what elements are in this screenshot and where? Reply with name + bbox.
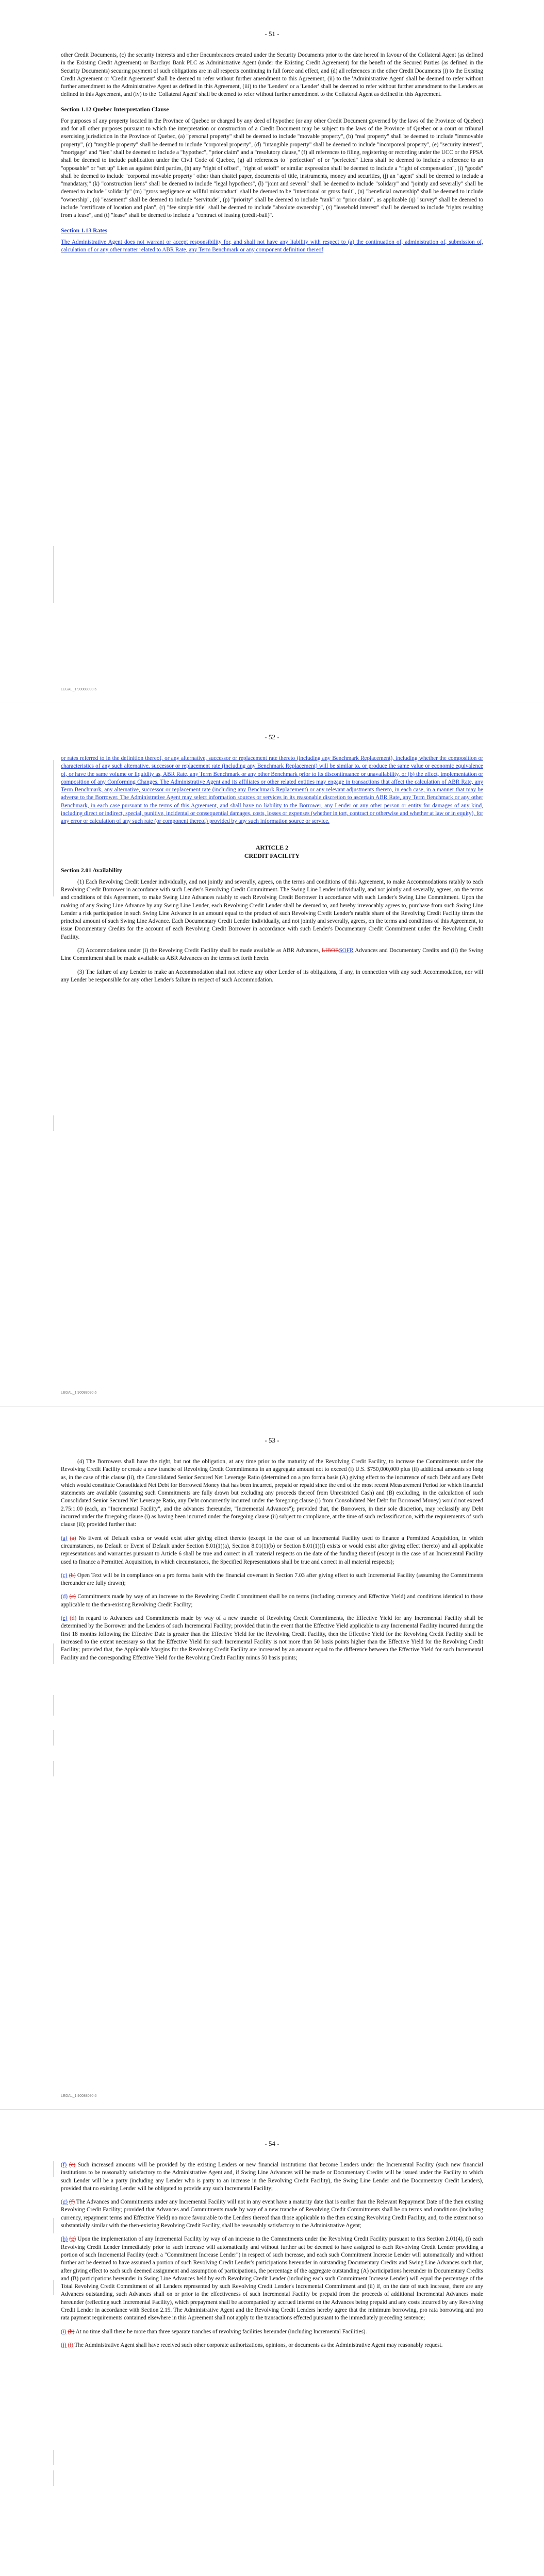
article-title: CREDIT FACILITY bbox=[244, 852, 300, 859]
article-heading bbox=[61, 843, 483, 860]
inserted-text: (h) bbox=[61, 2236, 68, 2243]
deleted-text: (c) bbox=[69, 1594, 76, 1600]
text: No Event of Default exists or would exist after giving effect thereto (except in the case of an Incremental Facility used to finance a Permitted Acquisition, in which circumstances, no Default or Event of Default under Section 8.01(1)(a), Section 8.01(1)(b) or Section 8.01(1)(f) exists or would exist after giving effect thereto) and all applicable representations and warranties pursuant to Article 6 shall be true and correct in all material respects on the date of the funding thereof (except in the case of an Incremental Facility used to finance a Permitted Acquisition, in which circumstances, the Specified Representations shall be true and correct in all material respects); bbox=[61, 1535, 484, 1565]
inserted-text: (e) bbox=[61, 1615, 68, 1622]
page-number: - 52 - bbox=[265, 733, 279, 741]
page-52 bbox=[0, 703, 544, 1406]
inserted-text: SOFR bbox=[339, 947, 354, 954]
deleted-text: (h) bbox=[68, 2328, 75, 2335]
section-heading-1-13: Section 1.13 Rates bbox=[61, 227, 107, 234]
page-51 bbox=[0, 0, 544, 703]
article-number: ARTICLE 2 bbox=[255, 843, 289, 851]
document-footer: LEGAL_1:90088090.6 bbox=[61, 688, 97, 691]
deleted-text: (a) bbox=[70, 1535, 76, 1541]
deleted-text: (e) bbox=[69, 2162, 76, 2168]
inserted-paragraph: The Administrative Agent does not warrant or accept responsibility for, and shall not have any liability with respect to (a) the continuation of, administration of, submission of, calculation of or any other matter related to ABR Rate, any Term Benchmark or any component definition thereof bbox=[61, 239, 483, 253]
list-item bbox=[61, 2235, 483, 2322]
list-item bbox=[61, 1535, 483, 1566]
text: (2) Accommodations under (i) the Revolving Credit Facility shall be made available as ABR Advances, bbox=[77, 947, 322, 954]
list-item bbox=[61, 2161, 483, 2193]
paragraph-amended bbox=[61, 947, 483, 963]
deleted-text: (g) bbox=[69, 2236, 76, 2243]
deleted-text: LIBOR bbox=[321, 947, 339, 954]
text: At no time shall there be more than three separate tranches of revolving facilities hereunder (including Incremental Facilities). bbox=[74, 2328, 367, 2335]
text: Commitments made by way of an increase to the Revolving Credit Commitment shall be on terms (including currency and Effective Yield) and conditions identical to those applicable to the then-existing Revolving Credit Facility; bbox=[61, 1594, 484, 1608]
list-item bbox=[61, 1615, 483, 1662]
deleted-text: (i) bbox=[68, 2342, 73, 2348]
text: The Administrative Agent shall have received such other corporate authorizations, opinions, or documents as the Administrative Agent may reasonably request. bbox=[73, 2342, 443, 2348]
text: The Advances and Commitments under any Incremental Facility will not in any event have a maturity date that is earlier than the Relevant Repayment Date of the then existing Revolving Credit Facility; provided that Advances and Commitments made by way of a new tranche of Revolving Credit Commitments shall be on terms and conditions (including currency, repayment terms and Effective Yield) no more favourable to the Lenders thereof than those applicable to the then existing Revolving Credit Facility, and, to the extent not so substantially similar with the then-existing Revolving Credit Facility, shall be reasonably satisfactory to the Administrative Agent; bbox=[61, 2199, 483, 2229]
list-item bbox=[61, 2342, 483, 2349]
inserted-text: (i) bbox=[61, 2328, 67, 2335]
page-53 bbox=[0, 1406, 544, 2110]
page-number: - 51 - bbox=[265, 30, 279, 38]
inserted-text: (d) bbox=[61, 1594, 68, 1600]
paragraph: (4) The Borrowers shall have the right, but not the obligation, at any time prior to the maturity of the Revolving Credit Facility, to increase the Commitments under the Revolving Credit Facility or create a new tranche of Revolving Credit Commitments in an aggregate amount not to exceed (i) U.S. $750,000,000 plus (ii) additional amounts so long as, in the case of this clause (ii), the Consolidated Senior Secured Net Leverage Ratio (determined on a pro forma basis (A) giving effect to the incurrence of such Debt and any Debt which would constitute Consolidated Net Debt for Borrowed Money that has been incurred, prepaid or repaid since the end of the most recent Measurement Period for which financial statements are available (assuming such Commitments are fully drawn but excluding any proceeds thereof from Unrestricted Cash) and (B) excluding, in the calculation of such Consolidated Senior Secured Net Leverage Ratio, any Debt concurrently incurred under the foregoing clause (i) from Consolidated Net Debt for Borrowed Money) would not exceed 2.75:1.00 (each, an "Incremental Facility", and the advances thereunder, "Incremental Advances"); provided that, the Borrowers, in their sole discretion, may reclassify any Debt incurred under the foregoing clause (i) as having been incurred under the foregoing clause (ii) subject to compliance, at the time of such reclassification, with the requirements of such clause (ii); provided further that: bbox=[61, 1459, 483, 1528]
paragraph: For purposes of any property located in the Province of Quebec or charged by any deed of hypothec (or any other Credit Document governed by the laws of the Province of Quebec) and for all other purposes pursuant to which the interpretation or construction of a Credit Document may be subject to the laws of the Province of Quebec or a court or tribunal exercising jurisdiction in the Province of Quebec, (a) "personal property" shall be deemed to include "movable property", (b) "real property" shall be deemed to include "immovable property", (c) "tangible property" shall be deemed to include "corporeal property", (d) "intangible property" shall be deemed to include "incorporeal property", (e) "security interest", "mortgage" and "lien" shall be deemed to include a "hypothec", "prior claim" and a "resolutory clause," (f) all references to filing, registering or recording under the UCC or the PPSA shall be deemed to include publication under the Civil Code of Quebec, (g) all references to "perfection" of or "perfected" Liens shall be deemed to include a reference to an "opposable" or "set up" Lien as against third parties, (h) any "right of offset", "right of setoff" or similar expression shall be deemed to include a "right of compensation", (i) "goods" shall be deemed to include "corporeal movable property" other than chattel paper, documents of title, instruments, money and securities, (j) an "agent" shall be deemed to include a "mandatary," (k) "construction liens" shall be deemed to include "legal hypothecs", (l) "joint and several" shall be deemed to include "solidary" and "jointly and severally" shall be deemed to include "solidarily" (m) "gross negligence or willful misconduct" shall be deemed to be "intentional or gross fault", (n) "beneficial ownership" shall be deemed to include "ownership", (o) "easement" shall be deemed to include "servitude", (p) "priority" shall be deemed to include "rank" or "prior claim", as applicable (q) "survey" shall be deemed to include "certificate of location and plan", (r) "fee simple title" shall be deemed to include "absolute ownership", (s) "leasehold interest" shall be deemed to include "rights resulting from a lease", and (t) "lease" shall be deemed to include a "contract of leasing (crédit-bail)". bbox=[61, 117, 483, 219]
section-heading-1-12: Section 1.12 Quebec Interpretation Clause bbox=[61, 106, 169, 113]
inserted-text: (c) bbox=[61, 1572, 68, 1579]
paragraph: (3) The failure of any Lender to make an Accommodation shall not relieve any other Lender of its obligations, if any, in connection with any such Accommodation, nor will any Lender be responsible for any other Lender's failure in respect of such Accommodation. bbox=[61, 969, 483, 983]
text: Such increased amounts will be provided by the existing Lenders or new financial institutions that become Lenders under the Incremental Facility (such new financial institutions to be reasonably satisfactory to the Administrative Agent and, if Swing Line Advances will be made or Documentary Credits will be issued under the Facility to which such Lender will be a party (including any Lender who is party to an increase in the Revolving Credit Facility), the Swing Line Lender and the Documentary Credit Lenders), provided that no existing Lender will be obligated to provide any such Incremental Facility; bbox=[61, 2162, 484, 2192]
text: Advances and Documentary Credits and (ii) the Swing Line Commitment shall be made available as ABR Advances on the terms set forth herein. bbox=[61, 947, 483, 962]
document-footer: LEGAL_1:90088090.6 bbox=[61, 2094, 97, 2098]
list-item bbox=[61, 2328, 483, 2336]
text: In regard to Advances and Commitments made by way of a new tranche of Revolving Credit Commitments, the Effective Yield for any Incremental Facility shall be determined by the Borrower and the Lenders of such Incremental Facility; provided that in the event that the Effective Yield applicable to any Incremental Facility incurred during the first 18 months following the Effective Date is greater than the Effective Yield for the Revolving Credit Facility, then the Effective Yield for the Revolving Credit Facility shall be increased to the extent necessary so that the Effective Yield for such Incremental Facility is not more than 50 basis points higher than the Effective Yield for the Revolving Credit Facility; provided that, the Applicable Margins for the Revolving Credit Facility are increased by an amount equal to the difference between the Effective Yield for such Incremental Facility and the corresponding Effective Yield for the Revolving Credit Facility minus 50 basis points; bbox=[61, 1615, 484, 1661]
text: Open Text will be in compliance on a pro forma basis with the financial covenant in Section 7.03 after giving effect to such Incremental Facility (assuming the Commitments thereunder are fully drawn); bbox=[61, 1572, 483, 1587]
inserted-text: (f) bbox=[61, 2162, 67, 2168]
deleted-text: (d) bbox=[70, 1615, 77, 1622]
inserted-text: (a) bbox=[61, 1535, 68, 1541]
page-number: - 54 - bbox=[265, 2140, 279, 2147]
paragraph: other Credit Documents, (c) the security interests and other Encumbrances created under the Security Documents prior to the date hereof in favour of the Collateral Agent (as defined in the Existing Credit Agreement) or Barclays Bank PLC as Administrative Agent (under the Existing Credit Agreement) for the benefit of the Secured Parties (as defined in the Security Documents) securing payment of such obligations are in all respects continuing in full force and effect, and (d) all references in the other Credit Documents (i) to the Existing Credit Agreement or 'Credit Agreement' shall be deemed to refer without further amendment to this Agreement, (ii) to the 'Administrative Agent' shall be deemed to refer without further amendment to the Administrative Agent as defined in this Agreement, (iii) to the 'Lenders' or a 'Lender' shall be deemed to refer without further amendment to the Lenders as defined in this Agreement, and (iv) to the 'Collateral Agent' shall be deemed to refer without further amendment to the Collateral Agent as defined in this Agreement. bbox=[61, 52, 483, 98]
paragraph: (1) Each Revolving Credit Lender individually, and not jointly and severally, agrees, on the terms and conditions of this Agreement, to make Accommodations ratably to each Revolving Credit Borrower in accordance with such Lender's Revolving Credit Commitment. The Swing Line Lender individually, and not jointly and severally, agrees, on the terms and conditions of this Agreement, to make Swing Line Advances ratably to each Revolving Credit Borrower in accordance with such Lender's Swing Line Commitment. Upon the making of any Swing Line Advance by any Swing Line Lender, each Revolving Credit Lender shall be deemed to, and hereby irrevocably agrees to, purchase from such Swing Line Lender a risk participation in such Swing Line Advance in an amount equal to the product of such Revolving Credit Lender's ratable share of the Revolving Credit Facility times the principal amount of such Swing Line Advance. Each Documentary Credit Lender individually, and not jointly and severally, agrees, on the terms and conditions of this Agreement, to issue Documentary Credits for the account of each Revolving Credit Borrower in accordance with such Lender's Documentary Credit Commitment under the Revolving Credit Facility. bbox=[61, 878, 483, 940]
deleted-text: (f) bbox=[69, 2199, 75, 2206]
document-footer: LEGAL_1:90088090.6 bbox=[61, 1391, 97, 1395]
page-54 bbox=[0, 2110, 544, 2576]
inserted-paragraph: or rates referred to in the definition thereof, or any alternative, successor or replacement rate thereto (including any Benchmark Replacement), including whether the composition or characteristics of any such alternative, successor or replacement rate (including any Benchmark Replacement) will be similar to, or produce the same value or economic equivalence of, or have the same volume or liquidity as, ABR Rate, any Term Benchmark or any other Benchmark prior to its discontinuance or unavailability, or (b) the effect, implementation or composition of any Conforming Changes. The Administrative Agent and its affiliates or other related entities may engage in transactions that affect the calculation of ABR Rate, any Term Benchmark, any alternative, successor or replacement rate (including any Benchmark Replacement) or any relevant adjustments thereto, in each case, in a manner that may be adverse to the Borrower. The Administrative Agent may select information sources or services in its reasonable discretion to ascertain ABR Rate, any Term Benchmark or any other Benchmark, in each case pursuant to the terms of this Agreement, and shall have no liability to the Borrower, any Lender or any other person or entity for damages of any kind, including direct or indirect, special, punitive, incidental or consequential damages, costs, losses or expenses (whether in tort, contract or otherwise and whether at law or in equity), for any error or calculation of any such rate (or component thereof) provided by any such information source or service. bbox=[61, 755, 483, 825]
list-item bbox=[61, 1572, 483, 1588]
list-item bbox=[61, 2198, 483, 2230]
inserted-text: (j) bbox=[61, 2342, 67, 2348]
section-heading-2-01: Section 2.01 Availability bbox=[61, 867, 122, 874]
text: Upon the implementation of any Incremental Facility by way of an increase to the Commitments under the Revolving Credit Facility pursuant to this Section 2.01(4), (i) each Revolving Credit Lender immediately prior to such increase will automatically and without further act be deemed to have assigned to each Revolving Credit Lender providing a portion of such Incremental Facility (each a "Commitment Increase Lender") in respect of such increase, and each such Commitment Increase Lender will automatically and without further act be deemed to have assumed a portion of such Revolving Credit Lender's participations hereunder in outstanding Documentary Credits and Swing Line Advances such that, after giving effect to each such deemed assignment and assumption of participations, the percentage of the aggregate outstanding (A) participations hereunder in Documentary Credits and (B) participations hereunder in Swing Line Advances held by each Revolving Credit Lender (including each such Commitment Increase Lender) will equal the percentage of the Total Revolving Credit Commitment of all Lenders represented by such Revolving Credit Lender's Incremental Commitment and (ii) if, on the date of such increase, there are any Advances outstanding, such Advances shall on or prior to the effectiveness of such Incremental Facility be prepaid from the proceeds of additional Incremental Advances made hereunder (reflecting such Incremental Facility), which prepayment shall be accompanied by accrued interest on the Advances being prepaid and any costs incurred by any Revolving Credit Lender in accordance with Section 2.15. The Administrative Agent and the Revolving Credit Lenders hereby agree that the minimum borrowing, pro rata borrowing and pro rata payment requirements contained elsewhere in this Agreement shall not apply to the transactions effected pursuant to the immediately preceding sentence; bbox=[61, 2236, 484, 2321]
deleted-text: (b) bbox=[69, 1572, 76, 1579]
inserted-text: (g) bbox=[61, 2199, 68, 2206]
page-number: - 53 - bbox=[265, 1436, 279, 1444]
list-item bbox=[61, 1593, 483, 1609]
